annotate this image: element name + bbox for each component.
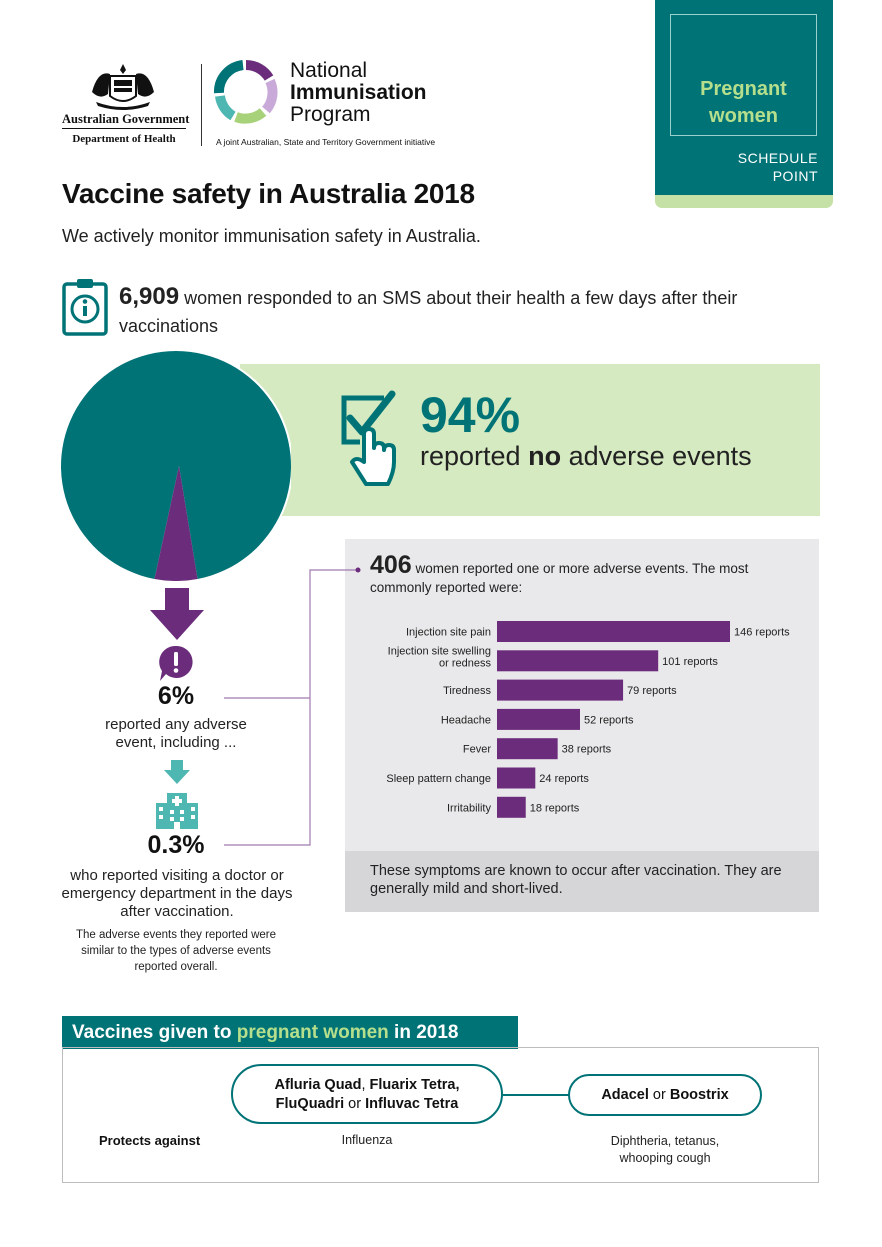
bar-category-line-1-0: Injection site swelling bbox=[387, 645, 491, 658]
vaccines-header-post: in 2018 bbox=[388, 1022, 459, 1043]
bar-category-line-0-0: Injection site pain bbox=[406, 626, 491, 639]
bar-category-label-3 bbox=[441, 714, 491, 726]
vaccine-sep1: , bbox=[361, 1077, 370, 1093]
badge-schedule-line1: SCHEDULE bbox=[737, 150, 818, 166]
bar-category-line-3-0: Headache bbox=[440, 714, 491, 727]
bar-category-line-5-0: Sleep pattern change bbox=[386, 773, 491, 785]
responses-count: 6,909 bbox=[119, 283, 180, 310]
doctor-visit-label: who reported visiting a doctor or emergency department in the days after vaccination. bbox=[61, 867, 293, 920]
bar-value-label-1: 101 reports bbox=[662, 655, 718, 668]
vaccine-adacel: Adacel bbox=[601, 1087, 649, 1103]
doctor-visit-note: The adverse events they reported were similar to the types of adverse events reported overall. bbox=[75, 929, 277, 973]
bar-0 bbox=[497, 621, 730, 642]
page-subtitle: We actively monitor immunisation safety in Australia. bbox=[62, 226, 481, 246]
bar-category-line-4-0: Fever bbox=[462, 743, 491, 756]
bar-category-label-1 bbox=[388, 645, 492, 669]
no-adverse-label-bold: no bbox=[528, 441, 562, 471]
bar-5 bbox=[497, 768, 535, 789]
bar-2 bbox=[497, 680, 623, 701]
bar-1 bbox=[497, 650, 658, 671]
vaccine-or1: or bbox=[344, 1096, 366, 1112]
adverse-events-description: women reported one or more adverse events. The most commonly reported were: bbox=[370, 561, 749, 595]
program-name-line3: Program bbox=[290, 103, 371, 126]
responses-description: women responded to an SMS about their health a few days after their vaccinations bbox=[119, 288, 738, 336]
doctor-visit-percent: 0.3% bbox=[147, 831, 205, 859]
bar-category-label-2 bbox=[443, 685, 491, 697]
bar-category-label-4 bbox=[463, 744, 491, 756]
vaccines-header-pre: Vaccines given to bbox=[72, 1022, 237, 1043]
protects-diphtheria-line2: whooping cough bbox=[619, 1151, 711, 1165]
no-adverse-label-post: adverse events bbox=[561, 441, 752, 471]
no-adverse-percent: 94% bbox=[420, 387, 521, 443]
badge-title-line2: women bbox=[709, 105, 778, 127]
page-title: Vaccine safety in Australia 2018 bbox=[62, 178, 475, 209]
bar-value-label-4: 38 reports bbox=[561, 743, 612, 756]
bar-category-line-6-0: Irritability bbox=[446, 802, 491, 815]
department-name: Department of Health bbox=[72, 133, 176, 145]
vaccine-group-connector bbox=[503, 1094, 569, 1096]
no-adverse-label-pre: reported bbox=[420, 441, 529, 471]
vaccine-sep2: , bbox=[455, 1077, 460, 1093]
bar-value-label-0: 146 reports bbox=[734, 626, 790, 639]
adverse-events-footer: These symptoms are known to occur after vaccination. They are generally mild and short-lived. bbox=[370, 863, 782, 897]
vaccine-afluria: Afluria Quad bbox=[274, 1077, 362, 1093]
gov-name: Australian Government bbox=[62, 112, 190, 126]
influenza-vaccine-names bbox=[231, 1076, 503, 1114]
program-name-line2: Immunisation bbox=[290, 81, 427, 104]
bar-3 bbox=[497, 709, 580, 730]
program-subtitle: A joint Australian, State and Territory Government initiative bbox=[216, 137, 436, 147]
bar-4 bbox=[497, 738, 558, 759]
protects-diphtheria-line1: Diphtheria, tetanus, bbox=[610, 1134, 720, 1148]
bar-value-label-2: 79 reports bbox=[627, 685, 677, 698]
protects-influenza: Influenza bbox=[341, 1133, 393, 1147]
bar-category-line-2-0: Tiredness bbox=[443, 685, 491, 698]
vaccine-fluquadri: FluQuadri bbox=[275, 1096, 345, 1112]
vaccine-fluarix: Fluarix Tetra bbox=[369, 1077, 456, 1093]
bar-6 bbox=[497, 797, 526, 818]
protects-diphtheria bbox=[568, 1133, 762, 1167]
vaccine-boostrix: Boostrix bbox=[669, 1087, 729, 1103]
protects-against-label: Protects against bbox=[99, 1133, 201, 1148]
any-adverse-percent: 6% bbox=[157, 682, 195, 710]
badge-title-line1: Pregnant bbox=[700, 78, 787, 100]
badge-schedule-line2: POINT bbox=[772, 168, 818, 184]
bar-category-label-6 bbox=[447, 802, 492, 814]
pertussis-vaccine-names bbox=[568, 1087, 762, 1103]
vaccine-or2: or bbox=[648, 1087, 670, 1103]
bar-category-label-5 bbox=[386, 773, 491, 785]
bar-value-label-5: 24 reports bbox=[539, 773, 589, 785]
program-name-line1: National bbox=[290, 59, 368, 82]
vaccines-header-text bbox=[72, 1022, 458, 1044]
vaccine-influvac: Influvac Tetra bbox=[365, 1096, 459, 1112]
adverse-events-bar-chart bbox=[386, 621, 790, 818]
bar-value-label-6: 18 reports bbox=[529, 802, 580, 815]
bar-value-label-3: 52 reports bbox=[583, 714, 634, 727]
any-adverse-label: reported any adverse event, including ... bbox=[105, 716, 247, 751]
adverse-events-count: 406 bbox=[370, 551, 412, 579]
bar-category-line-1-1: or redness bbox=[439, 657, 491, 670]
bar-category-label-0 bbox=[406, 627, 491, 639]
vaccines-header-highlight: pregnant women bbox=[236, 1022, 389, 1043]
